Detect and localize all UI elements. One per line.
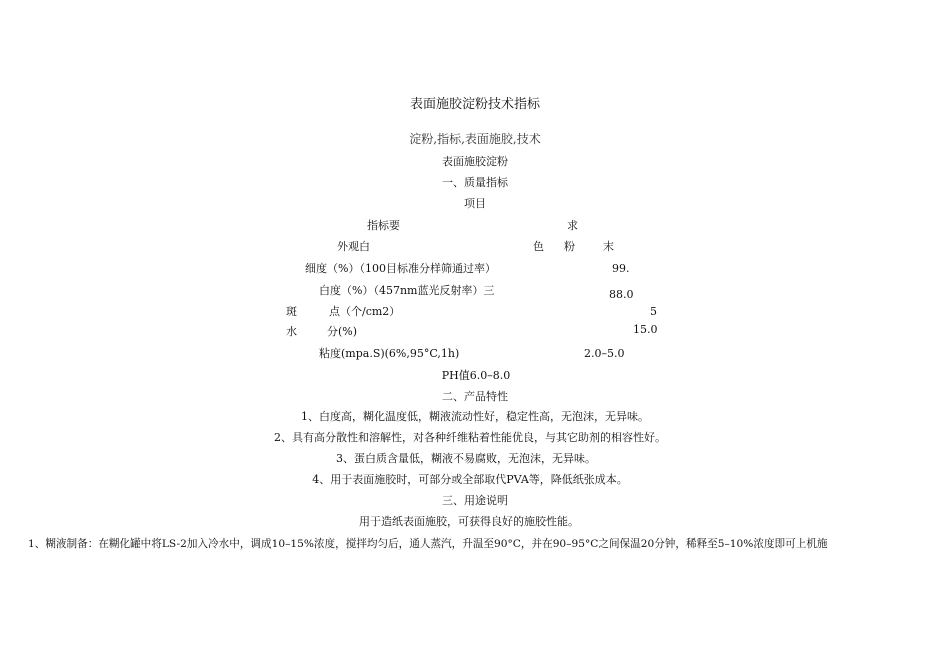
- doc-keywords: 淀粉,指标,表面施胶,技术: [409, 132, 541, 146]
- viscosity-value: 2.0–5.0: [584, 347, 625, 360]
- prep-text: 1、糊液制备：在糊化罐中将LS-2加入冷水中，调成10–15%浓度，搅拌均匀后，通人蒸汽，升温至90°C，并在90–95°C之间保温20分钟，稀释至5–10%浓度即可上机施: [28, 538, 828, 550]
- appearance-label: 外观白: [337, 240, 370, 253]
- spots-label: 点（个/cm2）: [329, 305, 401, 318]
- moisture-char: 水: [286, 325, 297, 338]
- appearance-value-2: 粉: [564, 240, 575, 253]
- section-features-heading: 二、产品特性: [442, 390, 508, 403]
- spec-header-left: 指标要: [367, 219, 400, 232]
- usage-text: 用于造纸表面施胶，可获得良好的施胶性能。: [359, 515, 579, 528]
- moisture-value: 15.0: [633, 323, 658, 336]
- section-usage-heading: 三、用途说明: [442, 494, 508, 507]
- feature-item: 4、用于表面施胶时，可部分或全部取代PVA等，降低纸张成本。: [312, 473, 628, 486]
- item-label: 项目: [464, 197, 486, 210]
- viscosity-label: 粘度(mpa.S)(6%,95°C,1h): [319, 347, 460, 360]
- spec-header-right: 求: [567, 219, 578, 232]
- feature-item: 3、蛋白质含量低，糊液不易腐败，无泡沫，无异味。: [336, 452, 596, 465]
- appearance-value-3: 末: [603, 240, 614, 253]
- feature-item: 2、具有高分散性和溶解性，对各种纤维粘着性能优良，与其它助剂的相容性好。: [274, 431, 666, 444]
- ph-value: PH值6.0–8.0: [441, 369, 511, 382]
- whiteness-label: 白度（%）（457nm蓝光反射率）三: [319, 284, 495, 297]
- fineness-label: 细度（%）（100目标准分样筛通过率）: [305, 262, 496, 275]
- section-quality-heading: 一、质量指标: [442, 176, 508, 189]
- spots-char: 斑: [286, 305, 297, 318]
- feature-item: 1、白度高，糊化温度低，糊液流动性好，稳定性高，无泡沫，无异味。: [301, 410, 649, 423]
- spots-value: 5: [650, 305, 657, 318]
- appearance-value-1: 色: [533, 240, 544, 253]
- whiteness-value: 88.0: [609, 288, 634, 301]
- fineness-value: 99.: [612, 262, 630, 275]
- moisture-label: 分(%): [327, 325, 358, 338]
- doc-subtitle: 表面施胶淀粉: [442, 155, 508, 168]
- doc-title: 表面施胶淀粉技术指标: [409, 97, 541, 112]
